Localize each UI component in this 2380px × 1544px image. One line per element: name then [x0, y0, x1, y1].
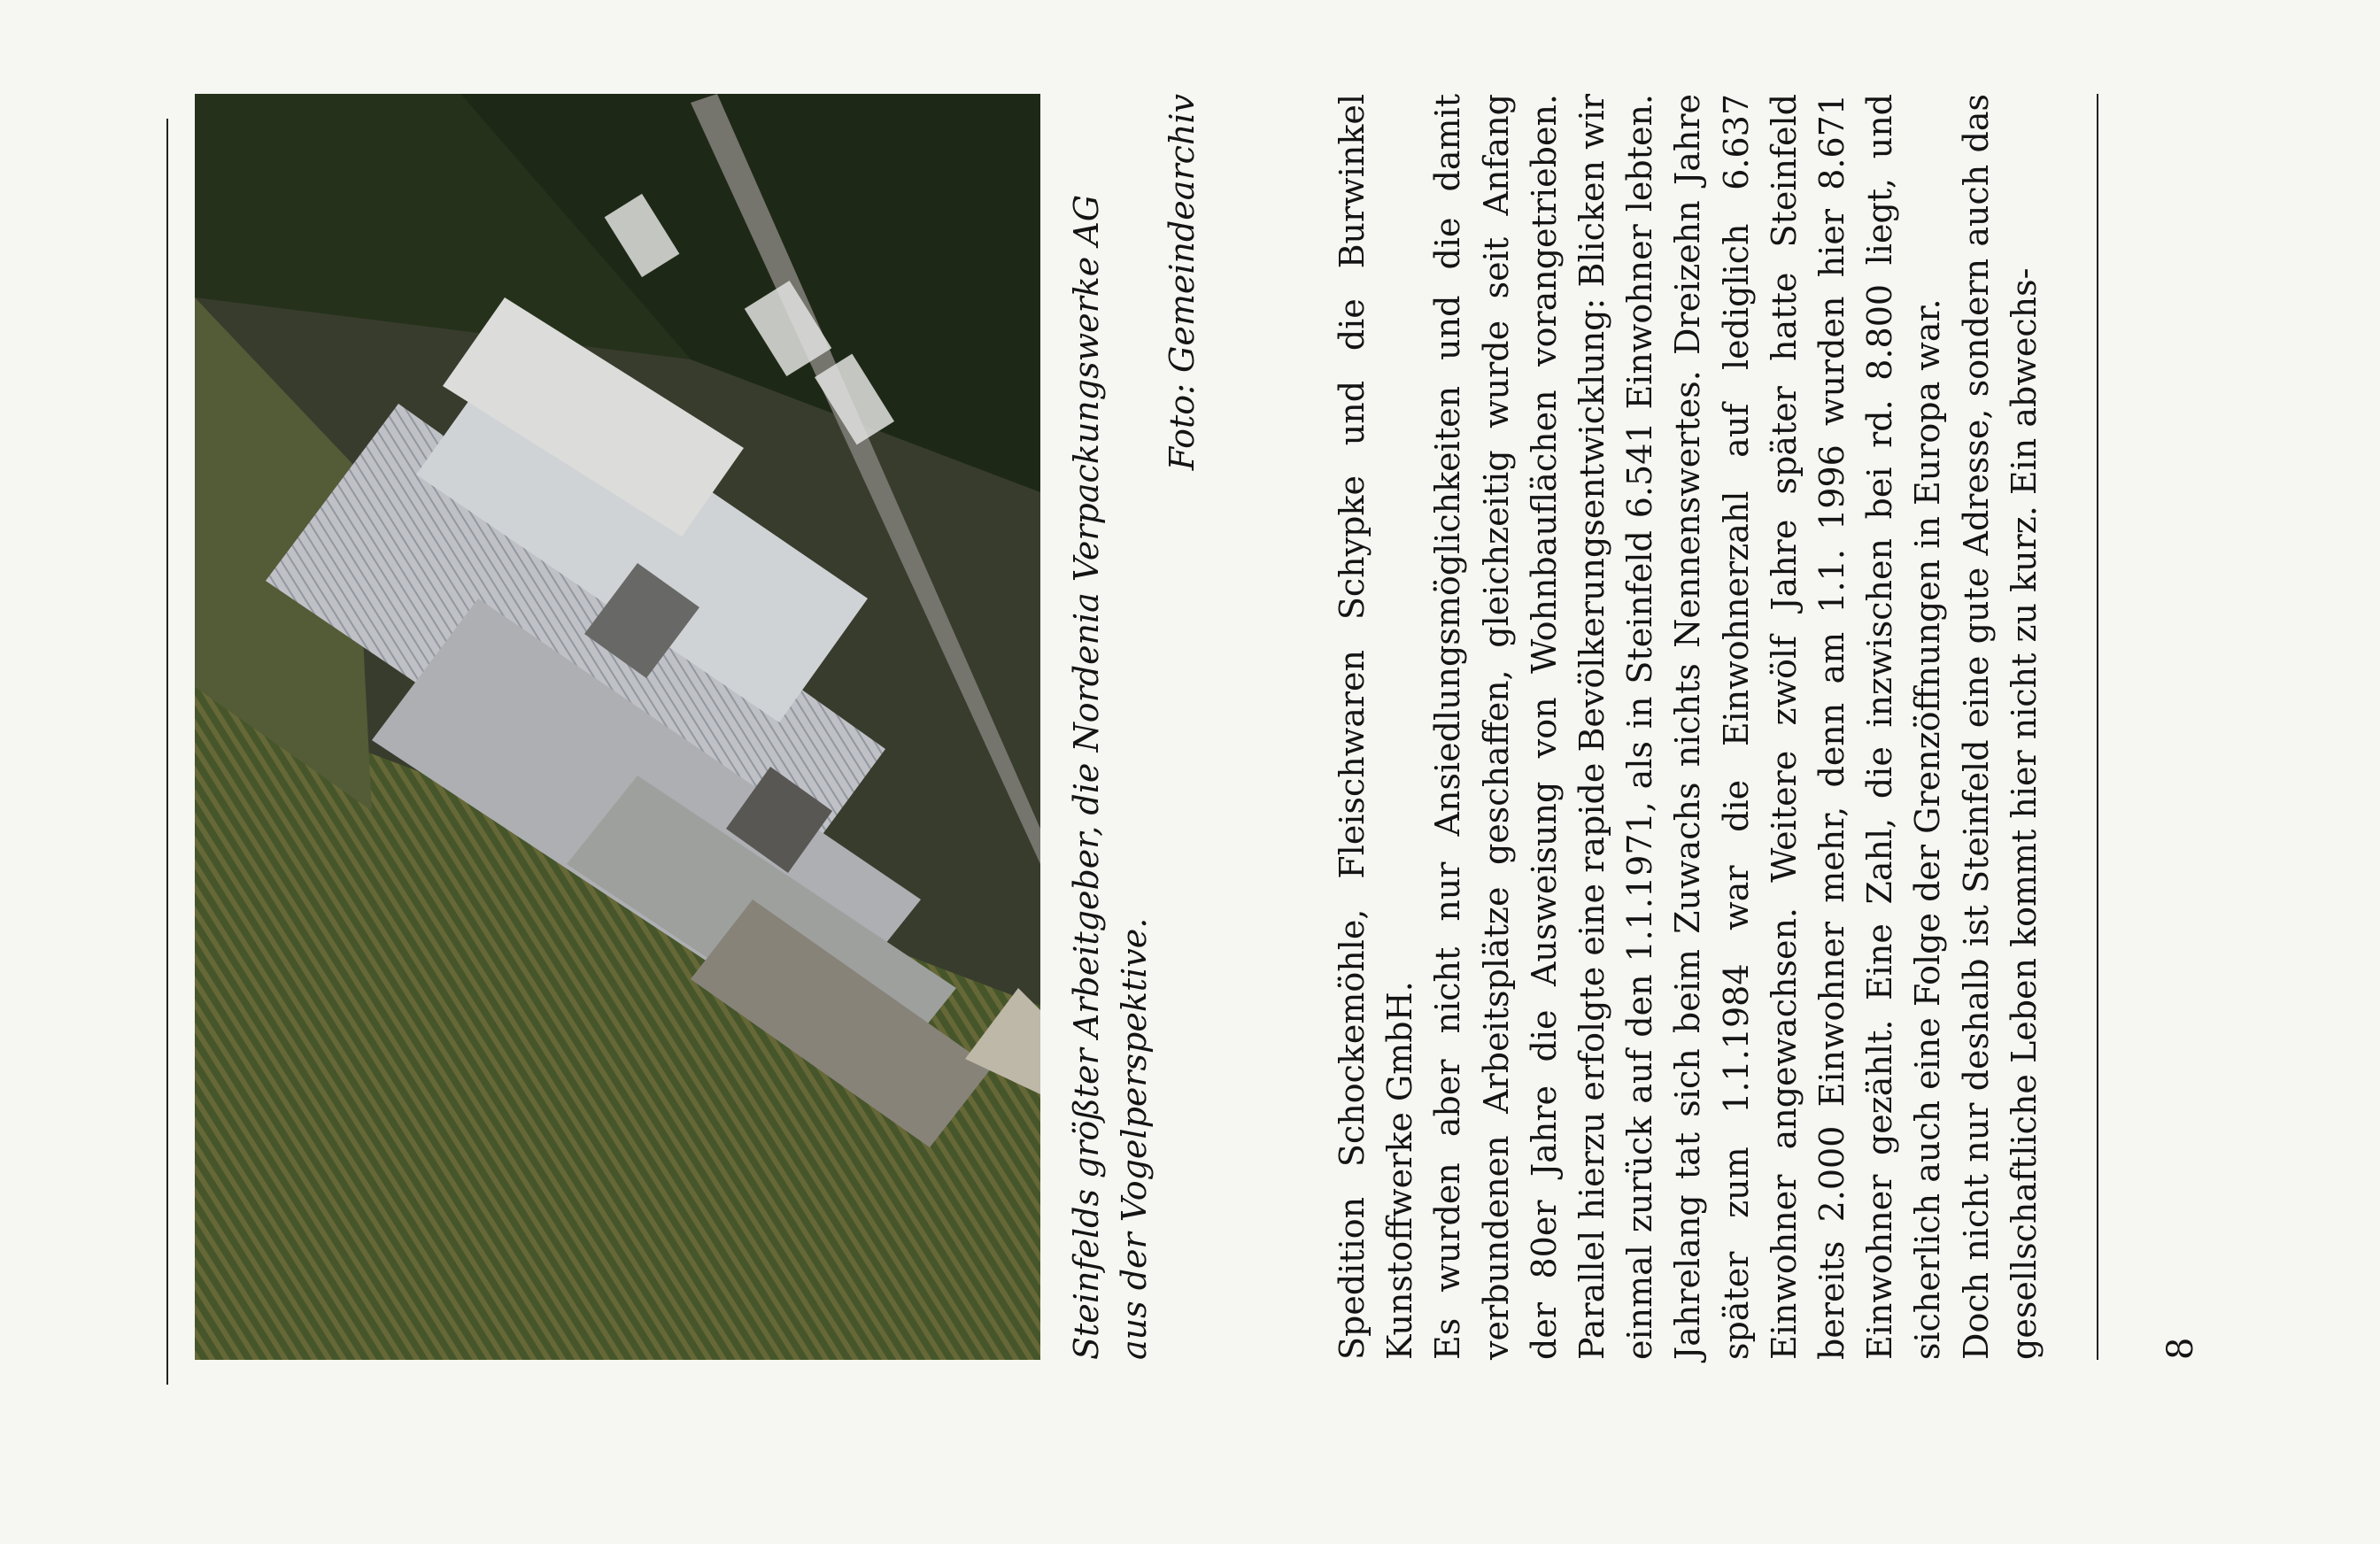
paragraph-2: Es wurden aber nicht nur Ansiedlungsmöglichkeiten und die damit verbundenen Arbeitsplätze geschaffen, gleichzeitig wurde seit Anfang der 80er Jahre die Ausweisung von Wohnbauflächen vorangetrieben. Parallel hierzu erfolgte eine rapide Bevölkerungsentwicklung: Blicken wir einmal zurück auf den 1.1.1971, als in Steinfeld 6.541 Einwohner lebten. Jahrelang tat sich beim Zuwachs nichts Nennenswertes. Dreizehn Jahre später zum 1.1.1984 war die Einwohnerzahl auf lediglich 6.637 Einwohner angewachsen. Weitere zwölf Jahre später hatte Steinfeld bereits 2.000 Einwohner mehr, denn am 1.1. 1996 wurden hier 8.671 Einwohner gezählt. Eine Zahl, die inzwischen bei rd. 8.800 liegt, und sicherlich auch eine Folge der Grenzöffnungen in Europa war.	[1428, 94, 1948, 1360]
top-rule	[166, 119, 168, 1385]
page-number: 8	[2160, 1337, 2201, 1360]
photo-credit: Foto: Gemeindearchiv	[1163, 94, 1202, 471]
paragraph-3: Doch nicht nur deshalb ist Steinfeld eine gute Adresse, sondern auch das gesellschaftliche Leben kommt hier nicht zu kurz. Ein abwechs-	[1956, 94, 2044, 1360]
aerial-photo	[195, 94, 1040, 1360]
aerial-photo-illustration	[195, 94, 1040, 1360]
bottom-rule	[2097, 94, 2098, 1360]
caption-line-2: aus der Vogelperspektive.	[1115, 917, 1154, 1360]
caption-line-1: Steinfelds größter Arbeitgeber, die Nordenia Verpackungswerke AG	[1067, 194, 1106, 1360]
photo-caption	[1062, 94, 1206, 1360]
paragraph-1: Spedition Schockemöhle, Fleischwaren Schypke und die Burwinkel Kunstoffwerke GmbH.	[1333, 94, 1420, 1360]
body-text	[1328, 94, 2048, 1360]
